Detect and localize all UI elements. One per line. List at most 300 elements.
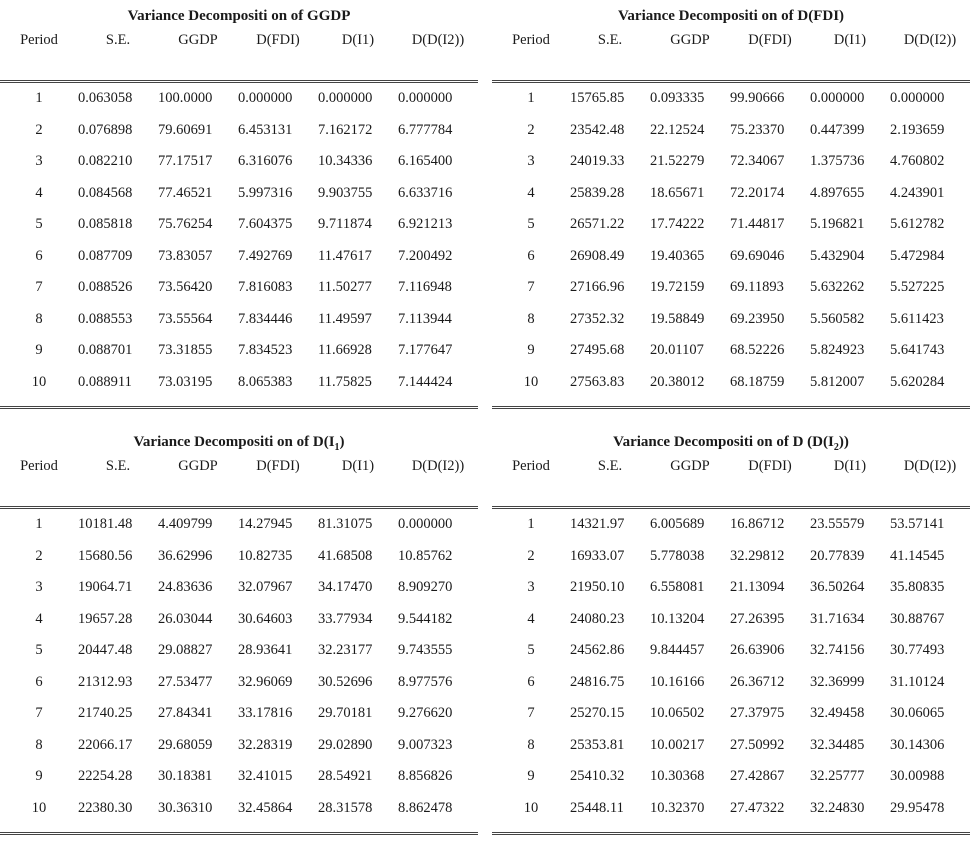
value-cell: 30.36310 [158,799,213,816]
col-header-ddi2: D(D(I2)) [411,32,465,48]
table-row [492,793,970,825]
value-cell: 31.71634 [810,610,865,627]
period-cell: 3 [35,153,43,170]
value-cell: 20.77839 [810,547,865,564]
value-cell: 99.90666 [730,90,785,107]
period-cell: 6 [35,247,43,264]
value-cell: 0.084568 [78,184,133,201]
value-cell: 20447.48 [78,642,133,659]
table-row [0,115,478,147]
panel-title: Variance Decompositi on of D(FDI) [617,8,845,24]
period-cell: 8 [35,736,43,753]
table-row [0,730,478,762]
table-row [0,698,478,730]
period-cell: 5 [35,642,43,659]
value-cell: 68.18759 [730,373,785,390]
table-row [492,304,970,336]
value-cell: 9.844457 [650,642,705,659]
value-cell: 5.196821 [810,216,865,233]
value-cell: 29.95478 [890,799,945,816]
value-cell: 24816.75 [570,673,625,690]
col-header-ggdp: GGDP [178,32,218,48]
value-cell: 24.83636 [158,579,213,596]
col-header-dfdi: D(FDI) [256,32,300,48]
value-cell: 69.11893 [730,279,784,296]
value-cell: 6.165400 [398,153,453,170]
value-cell: 10.06502 [650,705,705,722]
col-header-ggdp: GGDP [178,458,218,474]
value-cell: 6.453131 [238,121,293,138]
value-cell: 41.68508 [318,547,373,564]
value-cell: 5.560582 [810,310,865,327]
value-cell: 6.316076 [238,153,293,170]
value-cell: 26571.22 [570,216,625,233]
value-cell: 1.375736 [810,153,865,170]
value-cell: 23542.48 [570,121,625,138]
value-cell: 24562.86 [570,642,625,659]
value-cell: 32.23177 [318,642,373,659]
value-cell: 36.50264 [810,579,865,596]
value-cell: 20.38012 [650,373,705,390]
period-cell: 5 [527,642,535,659]
value-cell: 30.88767 [890,610,945,627]
value-cell: 0.000000 [890,90,945,107]
value-cell: 14.27945 [238,516,293,533]
period-cell: 9 [527,342,535,359]
table-row [0,541,478,573]
value-cell: 24019.33 [570,153,625,170]
period-cell: 9 [35,768,43,785]
value-cell: 5.432904 [810,247,865,264]
value-cell: 0.000000 [810,90,865,107]
value-cell: 32.28319 [238,736,293,753]
value-cell: 22066.17 [78,736,133,753]
value-cell: 19.40365 [650,247,705,264]
value-cell: 27.37975 [730,705,785,722]
col-header-se: S.E. [105,458,131,474]
value-cell: 32.25777 [810,768,865,785]
header-row [0,454,478,478]
value-cell: 27.53477 [158,673,213,690]
period-cell: 1 [527,516,535,533]
table-row [492,115,970,147]
period-cell: 7 [35,279,43,296]
value-cell: 0.093335 [650,90,705,107]
value-cell: 10.00217 [650,736,705,753]
value-cell: 11.66928 [318,342,372,359]
table-row [492,335,970,367]
table-row [0,367,478,399]
panel-title: Variance Decompositi on of D $(D(I_2))$ [613,434,849,453]
value-cell: 10.82735 [238,547,293,564]
panel-di1 [0,430,478,835]
col-header-ddi2: D(D(I2)) [903,32,957,48]
col-header-period: Period [512,458,550,474]
value-cell: 0.447399 [810,121,865,138]
table-row [0,335,478,367]
value-cell: 73.31855 [158,342,213,359]
table-body [0,82,478,399]
value-cell: 0.088911 [78,373,132,390]
value-cell: 53.57141 [890,516,945,533]
value-cell: 29.02890 [318,736,373,753]
value-cell: 5.778038 [650,547,705,564]
value-cell: 5.620284 [890,373,945,390]
value-cell: 0.000000 [318,90,373,107]
value-cell: 72.34067 [730,153,785,170]
panel-title: Variance Decompositi on of $D(I_1)$ [133,434,345,453]
footer-divider [0,398,478,408]
value-cell: 100.0000 [158,90,213,107]
period-cell: 5 [35,216,43,233]
value-cell: 18.65671 [650,184,705,201]
table-row [492,272,970,304]
value-cell: 25353.81 [570,736,625,753]
value-cell: 4.243901 [890,184,945,201]
value-cell: 7.834523 [238,342,293,359]
value-cell: 10.16166 [650,673,705,690]
value-cell: 32.29812 [730,547,785,564]
period-cell: 3 [527,153,535,170]
variance-table [0,454,478,835]
table-row [0,604,478,636]
header-row [492,28,970,52]
table-body [0,508,478,825]
value-cell: 7.116948 [398,279,452,296]
table-row [0,146,478,178]
value-cell: 32.41015 [238,768,293,785]
value-cell: 0.076898 [78,121,133,138]
value-cell: 32.07967 [238,579,293,596]
value-cell: 5.632262 [810,279,865,296]
value-cell: 41.14545 [890,547,945,564]
period-cell: 8 [527,736,535,753]
table-row [492,508,970,541]
table-row [492,178,970,210]
col-header-di1: D(I1) [833,458,867,474]
period-cell: 10 [523,373,539,390]
value-cell: 30.14306 [890,736,945,753]
period-cell: 10 [31,799,47,816]
value-cell: 26.63906 [730,642,785,659]
col-header-se: S.E. [597,32,623,48]
col-header-ggdp: GGDP [670,32,710,48]
value-cell: 10.34336 [318,153,373,170]
value-cell: 7.113944 [398,310,452,327]
header-row [492,454,970,478]
value-cell: 77.17517 [158,153,213,170]
value-cell: 10.32370 [650,799,705,816]
value-cell: 22.12524 [650,121,705,138]
value-cell: 21312.93 [78,673,133,690]
table-row [0,635,478,667]
value-cell: 20.01107 [650,342,704,359]
value-cell: 32.49458 [810,705,865,722]
value-cell: 27495.68 [570,342,625,359]
value-cell: 19.72159 [650,279,705,296]
value-cell: 30.52696 [318,673,373,690]
value-cell: 68.52226 [730,342,785,359]
value-cell: 5.641743 [890,342,945,359]
value-cell: 32.24830 [810,799,865,816]
header-divider [492,52,970,82]
col-header-period: Period [512,32,550,48]
table-row [0,209,478,241]
value-cell: 72.20174 [730,184,785,201]
value-cell: 10.13204 [650,610,705,627]
table-row [0,272,478,304]
value-cell: 14321.97 [570,516,625,533]
value-cell: 4.409799 [158,516,213,533]
value-cell: 32.74156 [810,642,865,659]
value-cell: 69.69046 [730,247,785,264]
footer-divider [492,824,970,834]
period-cell: 4 [527,184,535,201]
table-row [0,572,478,604]
value-cell: 24080.23 [570,610,625,627]
col-header-di1: D(I1) [341,458,375,474]
value-cell: 16.86712 [730,516,785,533]
table-row [0,178,478,210]
value-cell: 30.18381 [158,768,213,785]
value-cell: 32.34485 [810,736,865,753]
col-header-ggdp: GGDP [670,458,710,474]
panel-title: Variance Decompositi on of GGDP [127,8,351,24]
table-row [492,667,970,699]
value-cell: 30.64603 [238,610,293,627]
value-cell: 7.162172 [318,121,373,138]
col-header-dfdi: D(FDI) [256,458,300,474]
value-cell: 31.10124 [890,673,945,690]
value-cell: 26.03044 [158,610,213,627]
value-cell: 0.088701 [78,342,133,359]
value-cell: 32.45864 [238,799,293,816]
value-cell: 33.77934 [318,610,373,627]
value-cell: 7.816083 [238,279,293,296]
value-cell: 29.08827 [158,642,213,659]
value-cell: 30.77493 [890,642,945,659]
period-cell: 9 [35,342,43,359]
table-row [492,604,970,636]
period-cell: 2 [35,121,43,138]
value-cell: 32.96069 [238,673,293,690]
value-cell: 11.75825 [318,373,372,390]
value-cell: 5.812007 [810,373,865,390]
period-cell: 3 [35,579,43,596]
value-cell: 5.472984 [890,247,945,264]
table-row [492,82,970,115]
table-row [492,241,970,273]
col-header-period: Period [20,458,58,474]
period-cell: 2 [35,547,43,564]
panel-ddi2 [492,430,970,835]
value-cell: 15680.56 [78,547,133,564]
value-cell: 0.087709 [78,247,133,264]
table-row [492,761,970,793]
table-body [492,508,970,825]
header-divider [0,52,478,82]
period-cell: 6 [527,673,535,690]
value-cell: 7.492769 [238,247,293,264]
col-header-ddi2: D(D(I2)) [903,458,957,474]
value-cell: 6.558081 [650,579,705,596]
period-cell: 2 [527,121,535,138]
period-cell: 3 [527,579,535,596]
value-cell: 27.84341 [158,705,213,722]
value-cell: 7.604375 [238,216,293,233]
value-cell: 75.23370 [730,121,785,138]
table-row [0,793,478,825]
table-row [492,146,970,178]
value-cell: 9.711874 [318,216,372,233]
value-cell: 21.52279 [650,153,705,170]
table-row [0,508,478,541]
period-cell: 7 [35,705,43,722]
value-cell: 27563.83 [570,373,625,390]
value-cell: 8.977576 [398,673,453,690]
value-cell: 22380.30 [78,799,133,816]
value-cell: 27352.32 [570,310,625,327]
value-cell: 0.000000 [398,90,453,107]
value-cell: 22254.28 [78,768,133,785]
table-body [492,82,970,399]
table-row [492,730,970,762]
table-row [492,541,970,573]
table-row [0,761,478,793]
value-cell: 6.633716 [398,184,453,201]
value-cell: 81.31075 [318,516,373,533]
period-cell: 6 [527,247,535,264]
value-cell: 0.088526 [78,279,133,296]
value-cell: 10.85762 [398,547,453,564]
period-cell: 2 [527,547,535,564]
header-divider [0,478,478,508]
value-cell: 7.200492 [398,247,453,264]
col-header-se: S.E. [597,458,623,474]
value-cell: 10181.48 [78,516,133,533]
value-cell: 33.17816 [238,705,293,722]
value-cell: 0.000000 [398,516,453,533]
period-cell: 1 [527,90,535,107]
value-cell: 0.082210 [78,153,133,170]
col-header-ddi2: D(D(I2)) [411,458,465,474]
value-cell: 77.46521 [158,184,213,201]
value-cell: 9.544182 [398,610,453,627]
value-cell: 8.862478 [398,799,453,816]
value-cell: 27.50992 [730,736,785,753]
value-cell: 25270.15 [570,705,625,722]
period-cell: 4 [527,610,535,627]
period-cell: 8 [527,310,535,327]
period-cell: 5 [527,216,535,233]
value-cell: 21740.25 [78,705,133,722]
value-cell: 9.276620 [398,705,453,722]
value-cell: 4.760802 [890,153,945,170]
value-cell: 27.26395 [730,610,785,627]
value-cell: 19657.28 [78,610,133,627]
col-header-se: S.E. [105,32,131,48]
value-cell: 29.70181 [318,705,373,722]
value-cell: 9.903755 [318,184,373,201]
value-cell: 21950.10 [570,579,625,596]
value-cell: 0.088553 [78,310,133,327]
table-row [0,241,478,273]
table-row [492,572,970,604]
variance-table [492,28,970,409]
period-cell: 1 [35,90,43,107]
value-cell: 27.47322 [730,799,785,816]
value-cell: 21.13094 [730,579,785,596]
value-cell: 75.76254 [158,216,213,233]
value-cell: 4.897655 [810,184,865,201]
col-header-di1: D(I1) [833,32,867,48]
value-cell: 11.47617 [318,247,372,264]
value-cell: 29.68059 [158,736,213,753]
period-cell: 7 [527,279,535,296]
value-cell: 2.193659 [890,121,945,138]
value-cell: 27166.96 [570,279,625,296]
value-cell: 8.856826 [398,768,453,785]
value-cell: 30.00988 [890,768,945,785]
variance-table [492,454,970,835]
period-cell: 7 [527,705,535,722]
value-cell: 27.42867 [730,768,785,785]
value-cell: 8.909270 [398,579,453,596]
value-cell: 73.83057 [158,247,213,264]
table-row [492,209,970,241]
value-cell: 5.824923 [810,342,865,359]
value-cell: 5.527225 [890,279,945,296]
period-cell: 9 [527,768,535,785]
value-cell: 5.611423 [890,310,944,327]
period-cell: 4 [35,184,43,201]
value-cell: 30.06065 [890,705,945,722]
panel-dfdi [492,4,970,409]
value-cell: 5.612782 [890,216,945,233]
value-cell: 73.56420 [158,279,213,296]
value-cell: 36.62996 [158,547,213,564]
value-cell: 23.55579 [810,516,865,533]
value-cell: 26.36712 [730,673,785,690]
value-cell: 7.144424 [398,373,453,390]
period-cell: 1 [35,516,43,533]
value-cell: 28.54921 [318,768,373,785]
col-header-di1: D(I1) [341,32,375,48]
value-cell: 79.60691 [158,121,213,138]
table-row [0,667,478,699]
value-cell: 10.30368 [650,768,705,785]
panel-ggdp [0,4,478,409]
header-row [0,28,478,52]
value-cell: 9.743555 [398,642,453,659]
value-cell: 25448.11 [570,799,624,816]
value-cell: 19.58849 [650,310,705,327]
value-cell: 25410.32 [570,768,625,785]
value-cell: 9.007323 [398,736,453,753]
table-row [492,367,970,399]
value-cell: 0.000000 [238,90,293,107]
value-cell: 73.55564 [158,310,213,327]
period-cell: 10 [31,373,47,390]
value-cell: 34.17470 [318,579,373,596]
period-cell: 8 [35,310,43,327]
value-cell: 25839.28 [570,184,625,201]
col-header-period: Period [20,32,58,48]
value-cell: 6.921213 [398,216,453,233]
value-cell: 7.834446 [238,310,293,327]
value-cell: 8.065383 [238,373,293,390]
period-cell: 10 [523,799,539,816]
